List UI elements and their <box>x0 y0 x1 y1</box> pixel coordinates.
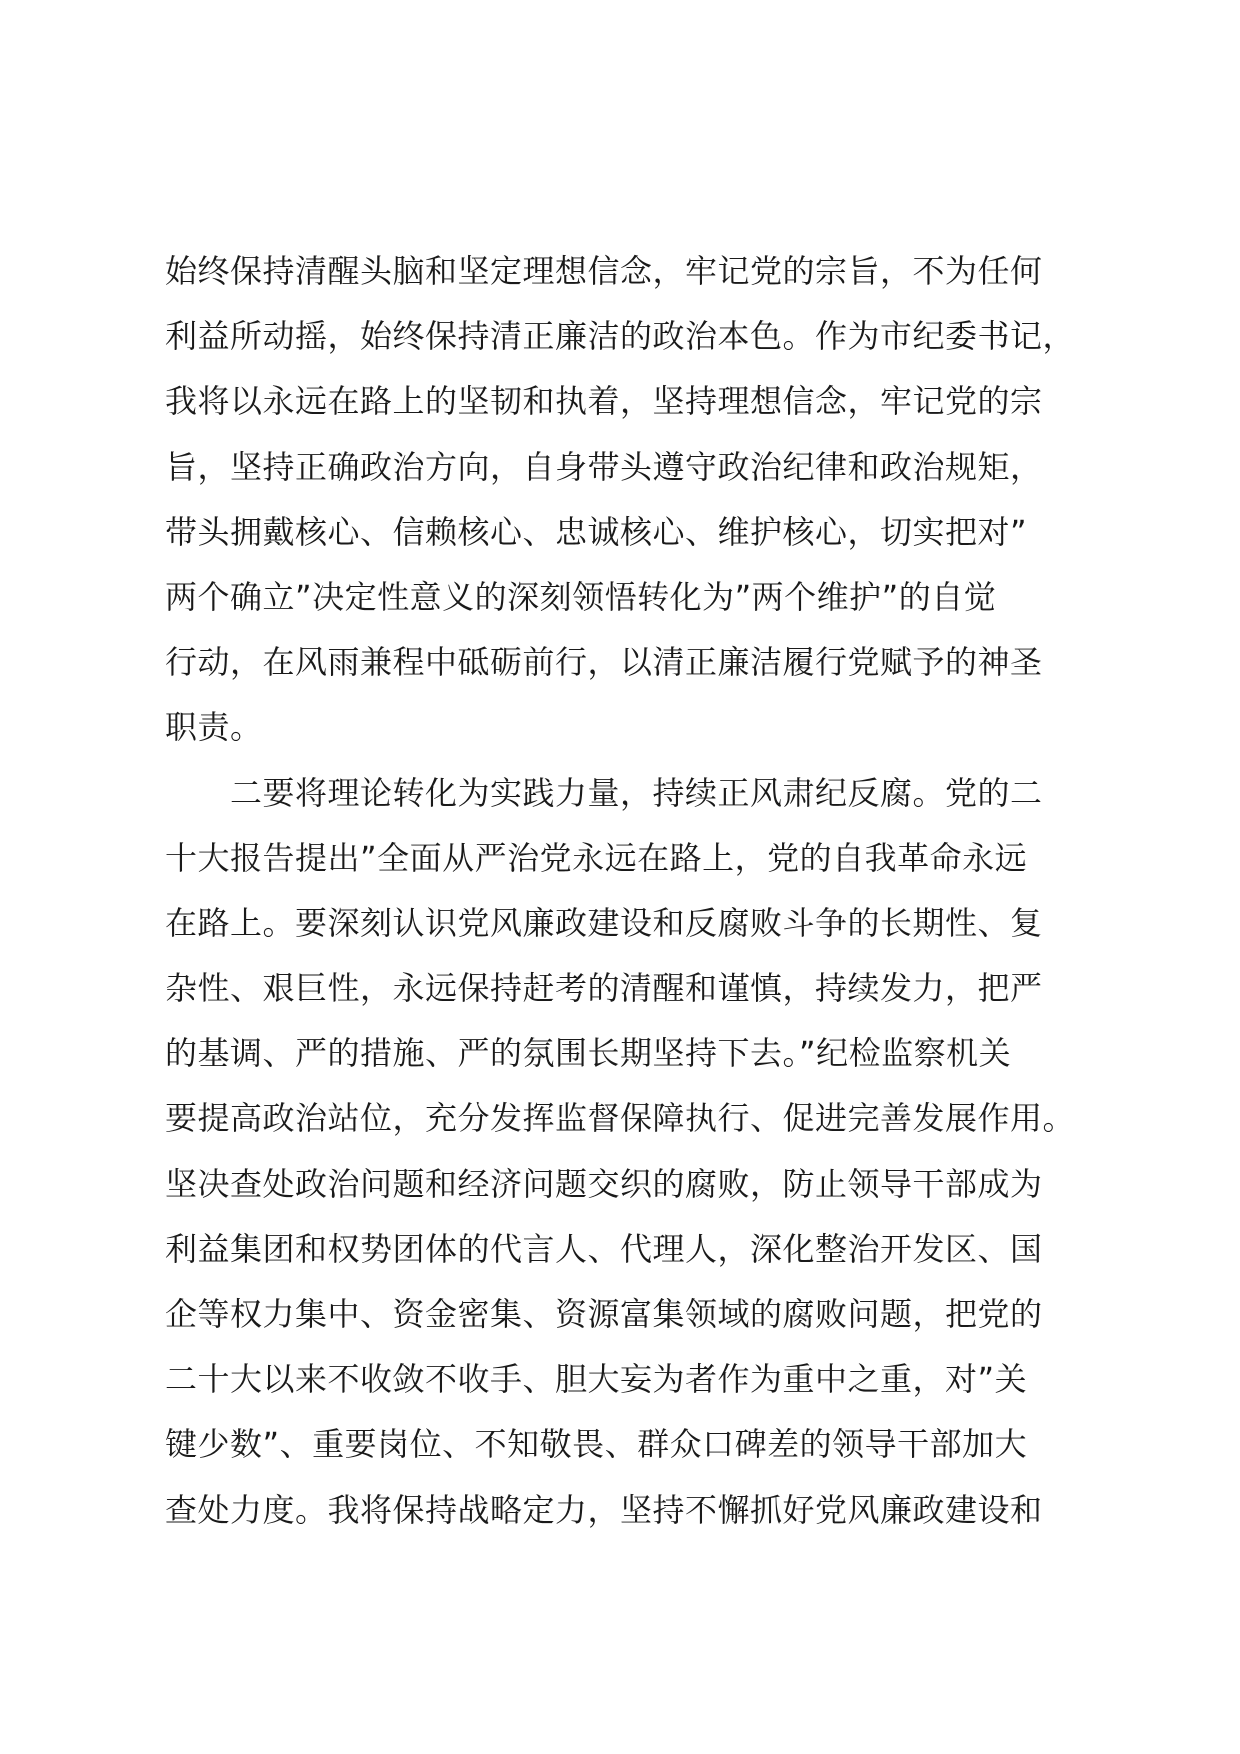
text-line: 利益集团和权势团体的代言人、代理人，深化整治开发区、国 <box>165 1229 1043 1268</box>
text-line: 的基调、严的措施、严的氛围长期坚持下去。”纪检监察机关 <box>165 1034 1012 1073</box>
text-line: 十大报告提出”全面从严治党永远在路上，党的自我革命永远 <box>165 838 1028 877</box>
text-line: 坚决查处政治问题和经济问题交织的腐败，防止领导干部成为 <box>165 1164 1043 1203</box>
body-text <box>165 239 1125 1543</box>
text-line: 带头拥戴核心、信赖核心、忠诚核心、维护核心，切实把对” <box>165 512 1028 551</box>
text-line: 两个确立”决定性意义的深刻领悟转化为”两个维护”的自觉 <box>165 577 997 616</box>
text-line: 杂性、艰巨性，永远保持赶考的清醒和谨慎，持续发力，把严 <box>165 969 1043 1008</box>
text-line: 二十大以来不收敛不收手、胆大妄为者作为重中之重，对”关 <box>165 1360 1028 1399</box>
text-line: 要提高政治站位，充分发挥监督保障执行、促进完善发展作用。 <box>165 1099 1076 1138</box>
text-line: 在路上。要深刻认识党风廉政建设和反腐败斗争的长期性、复 <box>165 903 1043 942</box>
text-line: 始终保持清醒头脑和坚定理想信念，牢记党的宗旨，不为任何 <box>165 252 1043 290</box>
text-line: 利益所动摇，始终保持清正廉洁的政治本色。作为市纪委书记， <box>165 317 1076 356</box>
text-line: 我将以永远在路上的坚韧和执着，坚持理想信念，牢记党的宗 <box>165 382 1043 421</box>
text-line: 键少数”、重要岗位、不知敬畏、群众口碑差的领导干部加大 <box>165 1425 1028 1464</box>
paragraph-first-line: 二要将理论转化为实践力量，持续正风肃纪反腐。党的二 <box>230 773 1043 812</box>
text-line: 职责。 <box>165 708 263 747</box>
text-line: 旨，坚持正确政治方向，自身带头遵守政治纪律和政治规矩， <box>165 447 1043 486</box>
text-line: 行动，在风雨兼程中砥砺前行，以清正廉洁履行党赋予的神圣 <box>165 643 1043 682</box>
text-line: 查处力度。我将保持战略定力，坚持不懈抓好党风廉政建设和 <box>165 1490 1043 1529</box>
text-line: 企等权力集中、资金密集、资源富集领域的腐败问题，把党的 <box>165 1295 1043 1333</box>
